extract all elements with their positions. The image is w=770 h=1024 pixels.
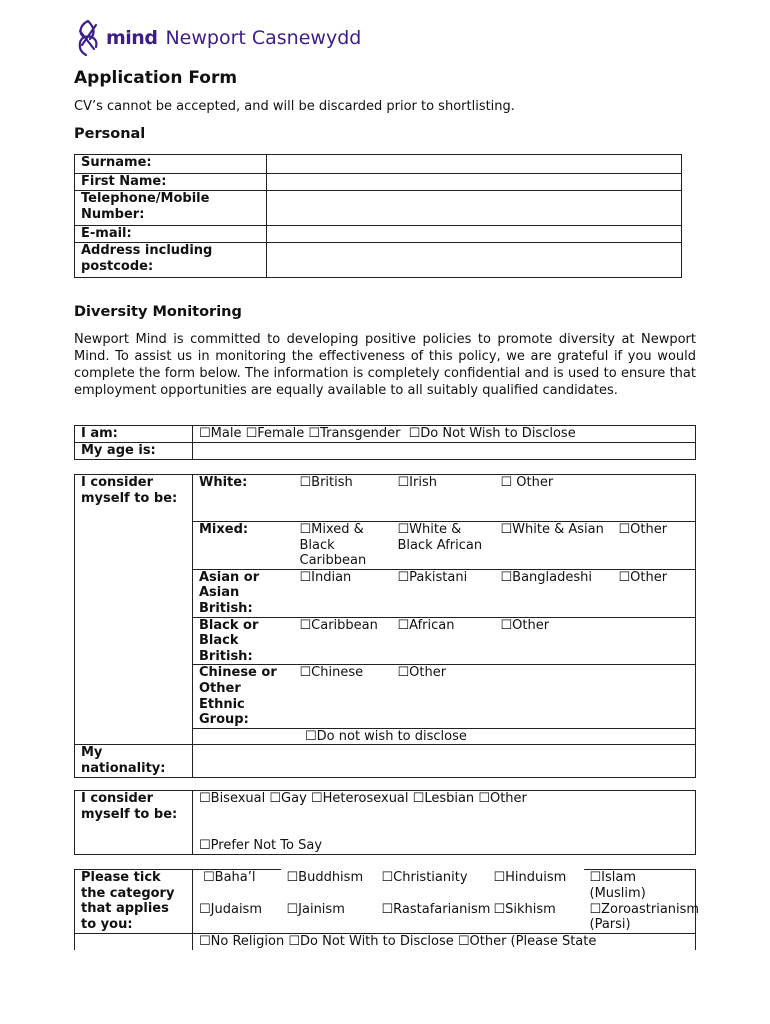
pakistani-checkbox[interactable]: ☐ Pakistani: [392, 569, 495, 617]
ethnicity-table: [74, 474, 696, 778]
gender-options: [193, 426, 696, 443]
mixed-black-caribbean-checkbox[interactable]: ☐ Mixed & Black Caribbean: [294, 522, 392, 570]
white-label: White:: [193, 475, 294, 522]
orientation-table: [74, 790, 696, 855]
indian-checkbox[interactable]: ☐ Indian: [294, 569, 392, 617]
transgender-checkbox[interactable]: ☐ Transgender: [308, 426, 400, 441]
asian-other-checkbox[interactable]: ☐ Other: [613, 569, 696, 617]
orientation-other-checkbox[interactable]: ☐ Other: [478, 791, 527, 806]
address-label: Address including postcode:: [75, 243, 267, 278]
white-black-african-checkbox[interactable]: ☐ White & Black African: [392, 522, 495, 570]
email-label: E-mail:: [75, 226, 267, 243]
zoroastrianism-checkbox[interactable]: ☐ Zoroastrianism (Parsi): [584, 902, 696, 934]
religion-label: Please tick the category that applies to you:: [75, 870, 193, 934]
address-field[interactable]: [267, 243, 682, 278]
religion-other-checkbox[interactable]: ☐ Other (Please State: [458, 934, 597, 949]
logo-brand: mind: [106, 27, 158, 49]
bisexual-checkbox[interactable]: ☐ Bisexual: [199, 791, 265, 806]
gender-label: I am:: [75, 426, 193, 443]
male-checkbox[interactable]: ☐ Male: [199, 426, 241, 441]
table-row: [75, 155, 682, 174]
email-field[interactable]: [267, 226, 682, 243]
buddhism-checkbox[interactable]: ☐ Buddhism: [281, 870, 376, 902]
table-row: [75, 226, 682, 243]
chinese-label: Chinese or Other Ethnic Group:: [193, 665, 294, 728]
age-field[interactable]: [193, 443, 696, 460]
intro-text: CV’s cannot be accepted, and will be discarded prior to shortlisting.: [74, 99, 515, 114]
sikhism-checkbox[interactable]: ☐ Sikhism: [488, 902, 584, 934]
table-row: [75, 191, 682, 226]
telephone-label: Telephone/Mobile Number:: [75, 191, 267, 226]
page-title: Application Form: [74, 68, 238, 88]
black-other-checkbox[interactable]: ☐ Other: [495, 617, 613, 665]
islam-checkbox[interactable]: ☐ Islam (Muslim): [584, 870, 696, 902]
white-asian-checkbox[interactable]: ☐ White & Asian: [495, 522, 613, 570]
prefer-not-say-checkbox[interactable]: ☐ Prefer Not To Say: [199, 838, 689, 854]
black-label: Black or Black British:: [193, 617, 294, 665]
diversity-heading: Diversity Monitoring: [74, 304, 242, 320]
female-checkbox[interactable]: ☐ Female: [246, 426, 305, 441]
bangladeshi-checkbox[interactable]: ☐ Bangladeshi: [495, 569, 613, 617]
mixed-other-checkbox[interactable]: ☐ Other: [613, 522, 696, 570]
surname-label: Surname:: [75, 155, 267, 174]
nationality-field[interactable]: [193, 745, 696, 777]
asian-label: Asian or Asian British:: [193, 569, 294, 617]
judaism-checkbox[interactable]: ☐ Judaism: [193, 902, 281, 934]
lesbian-checkbox[interactable]: ☐ Lesbian: [413, 791, 475, 806]
table-row: [75, 243, 682, 278]
mixed-label: Mixed:: [193, 522, 294, 570]
personal-heading: Personal: [74, 126, 146, 142]
personal-table: [74, 154, 682, 278]
heterosexual-checkbox[interactable]: ☐ Heterosexual: [311, 791, 409, 806]
mind-logo-icon: [74, 19, 104, 57]
age-label: My age is:: [75, 443, 193, 460]
irish-checkbox[interactable]: ☐ Irish: [392, 475, 495, 522]
african-checkbox[interactable]: ☐ African: [392, 617, 495, 665]
rastafarianism-checkbox[interactable]: ☐ Rastafarianism: [376, 902, 488, 934]
white-other-checkbox[interactable]: ☐ Other: [495, 475, 613, 522]
diversity-paragraph: Newport Mind is committed to developing positive policies to promote diversity at Newport Mind. To assist us in monitoring the effectiveness of this policy, we are grateful if you would complete the form below. The information is completely confidential and is used to ensure that employment opportunities are equally available to all suitably qualified candidates.: [74, 332, 696, 398]
table-row: [75, 174, 682, 191]
no-religion-checkbox[interactable]: ☐ No Religion: [199, 934, 284, 949]
ethnicity-label: I consider myself to be:: [75, 475, 193, 745]
nationality-label: My nationality:: [75, 745, 193, 777]
british-checkbox[interactable]: ☐ British: [294, 475, 392, 522]
chinese-other-checkbox[interactable]: ☐ Other: [392, 665, 495, 728]
first-name-field[interactable]: [267, 174, 682, 191]
orientation-label: I consider myself to be:: [75, 791, 193, 855]
hinduism-checkbox[interactable]: ☐ Hinduism: [488, 870, 584, 902]
newport-mind-logo: [74, 18, 361, 58]
caribbean-checkbox[interactable]: ☐ Caribbean: [294, 617, 392, 665]
gay-checkbox[interactable]: ☐ Gay: [269, 791, 306, 806]
first-name-label: First Name:: [75, 174, 267, 191]
christianity-checkbox[interactable]: ☐ Christianity: [376, 870, 488, 902]
logo-place: Newport Casnewydd: [165, 27, 362, 49]
bahai-checkbox[interactable]: ☐ Baha’l: [193, 870, 281, 902]
jainism-checkbox[interactable]: ☐ Jainism: [281, 902, 376, 934]
gender-no-disclose-checkbox[interactable]: ☐ Do Not Wish to Disclose: [409, 426, 576, 441]
chinese-checkbox[interactable]: ☐ Chinese: [294, 665, 392, 728]
religion-no-disclose-checkbox[interactable]: ☐ Do Not With to Disclose: [288, 934, 453, 949]
ethnicity-no-disclose-checkbox[interactable]: ☐ Do not wish to disclose: [193, 728, 696, 745]
telephone-field[interactable]: [267, 191, 682, 226]
religion-table: [74, 869, 700, 950]
gender-age-table: [74, 425, 696, 460]
surname-field[interactable]: [267, 155, 682, 174]
orientation-options: [193, 791, 696, 855]
